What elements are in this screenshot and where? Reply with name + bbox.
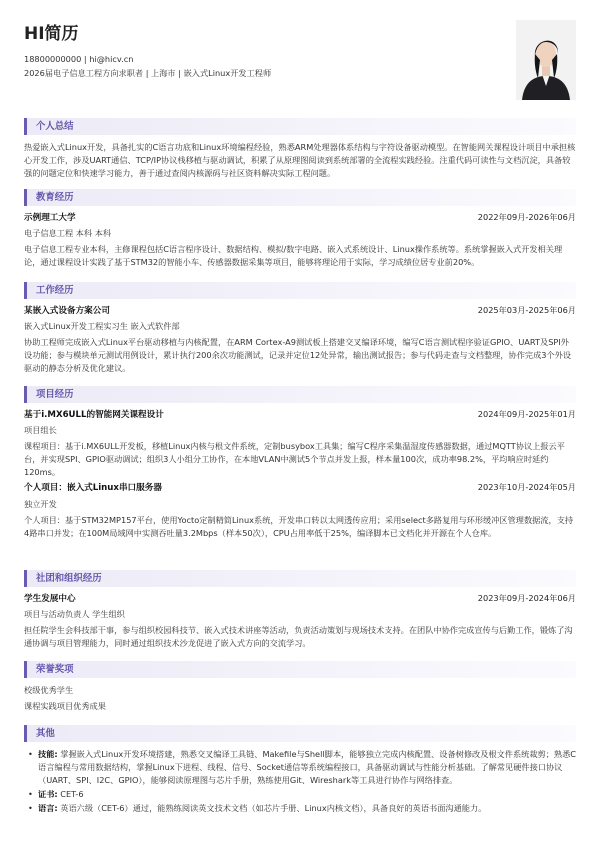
award-item: 校级优秀学生 (24, 685, 74, 695)
project-date: 2024年09月-2025年01月 (477, 409, 576, 419)
others-list (24, 748, 576, 815)
portrait-image (516, 20, 576, 100)
education-date: 2022年09月-2026年06月 (477, 212, 576, 222)
contact-info: 18800000000 | hi@hicv.cn (24, 54, 134, 64)
resume-header (24, 26, 464, 82)
item-label: 技能: (38, 749, 58, 759)
project-item (24, 482, 576, 539)
section-header (24, 386, 576, 403)
education-major: 电子信息工程 本科 本科 (24, 228, 112, 239)
campus-section (24, 570, 576, 650)
project-name: 个人项目：嵌入式Linux串口服务器 (24, 483, 162, 494)
project-item (24, 409, 576, 479)
job-intent: 2026届电子信息工程方向求职者 | 上海市 | 嵌入式Linux开发工程师 (24, 68, 272, 79)
item-label: 语言: (38, 802, 58, 813)
project-desc: 课程项目：基于i.MX6ULL开发板，移植Linux内核与根文件系统，定制busybox工具集；编写C程序采集温湿度传感器数据，通过MQTT协议上报云平台，并实现SPI、GPIO驱动调试；组织3人小组分工协作，在本地VLAN中测试5个节点并发上报，样本量100次，成功率98.2%，平均响应时延约120ms。 (24, 441, 565, 478)
campus-role: 项目与活动负责人 学生组织 (24, 609, 125, 620)
item-text: 英语六级（CET-6）通过，能熟练阅读英文技术文档（如芯片手册、Linux内核文档），具备良好的英语书面沟通能力。 (60, 802, 487, 813)
work-date: 2025年03月-2025年06月 (477, 305, 576, 315)
section-title: 荣誉奖项 (36, 664, 74, 675)
education-desc: 电子信息工程专业本科，主修课程包括C语言程序设计、数据结构、模拟/数字电路、嵌入式系统设计、Linux操作系统等。系统掌握嵌入式开发相关理论，通过课程设计实践了基于STM32的智能小车、传感器数据采集等项目，能够将理论用于实际，学习成绩位居专业前20%。 (24, 244, 563, 268)
education-section (24, 189, 576, 269)
item-text: 掌握嵌入式Linux开发环境搭建，熟悉交叉编译工具链、Makefile与Shell脚本，能够独立完成内核配置、设备树修改及根文件系统裁剪；熟悉C语言编程与常用数据结构，掌握Linux下进程、线程、信号、Socket通信等系统编程接口，具备驱动调试与性能分析基础。了解常见硬件接口协议（UART、SPI、I2C、GPIO），能够阅读原理图与芯片手册，熟练使用Git、Wireshark等工具进行协作与网络排查。 (38, 749, 576, 785)
project-name: 基于i.MX6ULL的智能网关课程设计 (24, 410, 164, 420)
section-header (24, 661, 576, 678)
education-row (24, 212, 576, 224)
section-header (24, 725, 576, 742)
item-text: CET-6 (60, 788, 84, 799)
list-item (38, 788, 576, 801)
project-row (24, 482, 576, 494)
list-item (38, 802, 576, 815)
section-title: 工作经历 (36, 285, 74, 296)
section-accent-bar (24, 189, 27, 206)
section-accent-bar (24, 282, 27, 299)
section-accent-bar (24, 386, 27, 403)
campus-desc: 担任院学生会科技部干事，参与组织校园科技节、嵌入式技术讲座等活动，负责活动策划与现场技术支持。在团队中协作完成宣传与后勤工作，锻炼了沟通协调与项目管理能力，同时通过组织技术沙龙促进了嵌入式方向的交流学习。 (24, 625, 573, 649)
section-title: 个人总结 (36, 121, 74, 132)
projects-section (24, 386, 576, 542)
section-header (24, 570, 576, 587)
section-accent-bar (24, 118, 27, 135)
candidate-name: HI简历 (24, 24, 79, 44)
profile-photo (516, 20, 576, 100)
project-date: 2023年10月-2024年05月 (477, 482, 576, 493)
campus-row (24, 593, 576, 605)
summary-text: 热爱嵌入式Linux开发，具备扎实的C语言功底和Linux环境编程经验，熟悉ARM处理器体系结构与字符设备驱动模型。在智能网关课程设计项目中承担核心开发工作，涉及UART通信、TCP/IP协议栈移植与驱动调试，积累了从原理图阅读到系统部署的全流程实践经验。注重代码可读性与文档沉淀，具备较强的问题定位和快速学习能力，善于通过查阅内核源码与社区资料解决实际工程问题。 (24, 142, 576, 178)
section-header (24, 282, 576, 299)
organization-name: 学生发展中心 (24, 594, 76, 604)
project-desc: 个人项目：基于STM32MP157平台，使用Yocto定制精简Linux系统，开发串口转以太网透传应用；采用select多路复用与环形缓冲区管理数据流，支持4路串口并发；在100M局域网中实测吞吐量3.2Mbps（样本50次），CPU占用率低于25%，编译脚本已文档化并开源在个人仓库。 (24, 514, 574, 538)
section-accent-bar (24, 725, 27, 742)
company-name: 某嵌入式设备方案公司 (24, 306, 110, 316)
section-title: 其他 (36, 728, 55, 739)
section-header (24, 189, 576, 206)
project-role: 独立开发 (24, 498, 57, 509)
work-row (24, 305, 576, 317)
section-title: 社团和组织经历 (36, 573, 102, 584)
section-header (24, 118, 576, 135)
section-accent-bar (24, 661, 27, 678)
work-section (24, 282, 576, 375)
project-row (24, 409, 576, 421)
campus-date: 2023年09月-2024年06月 (477, 593, 576, 603)
item-label: 证书: (38, 788, 58, 799)
others-section (24, 725, 576, 816)
section-accent-bar (24, 570, 27, 587)
project-role: 项目组长 (24, 425, 57, 436)
work-role: 嵌入式Linux开发工程实习生 嵌入式软件部 (24, 321, 180, 332)
list-item (38, 748, 576, 787)
section-title: 教育经历 (36, 192, 74, 203)
section-title: 项目经历 (36, 389, 74, 400)
summary-section (24, 118, 576, 180)
award-item: 课程实践项目优秀成果 (24, 700, 106, 711)
school-name: 示例理工大学 (24, 213, 76, 223)
awards-section (24, 661, 576, 713)
work-desc: 协助工程师完成嵌入式Linux平台驱动移植与内核配置，在ARM Cortex-A9测试板上搭建交叉编译环境，编写C语言测试程序验证GPIO、UART及SPI外设功能；参与模块单元测试用例设计，累计执行200余次功能测试，记录并定位12处异常，输出测试报告；参与代码走查与文档整理，协作完成3个外设驱动的静态分析及优化建议。 (24, 337, 572, 374)
